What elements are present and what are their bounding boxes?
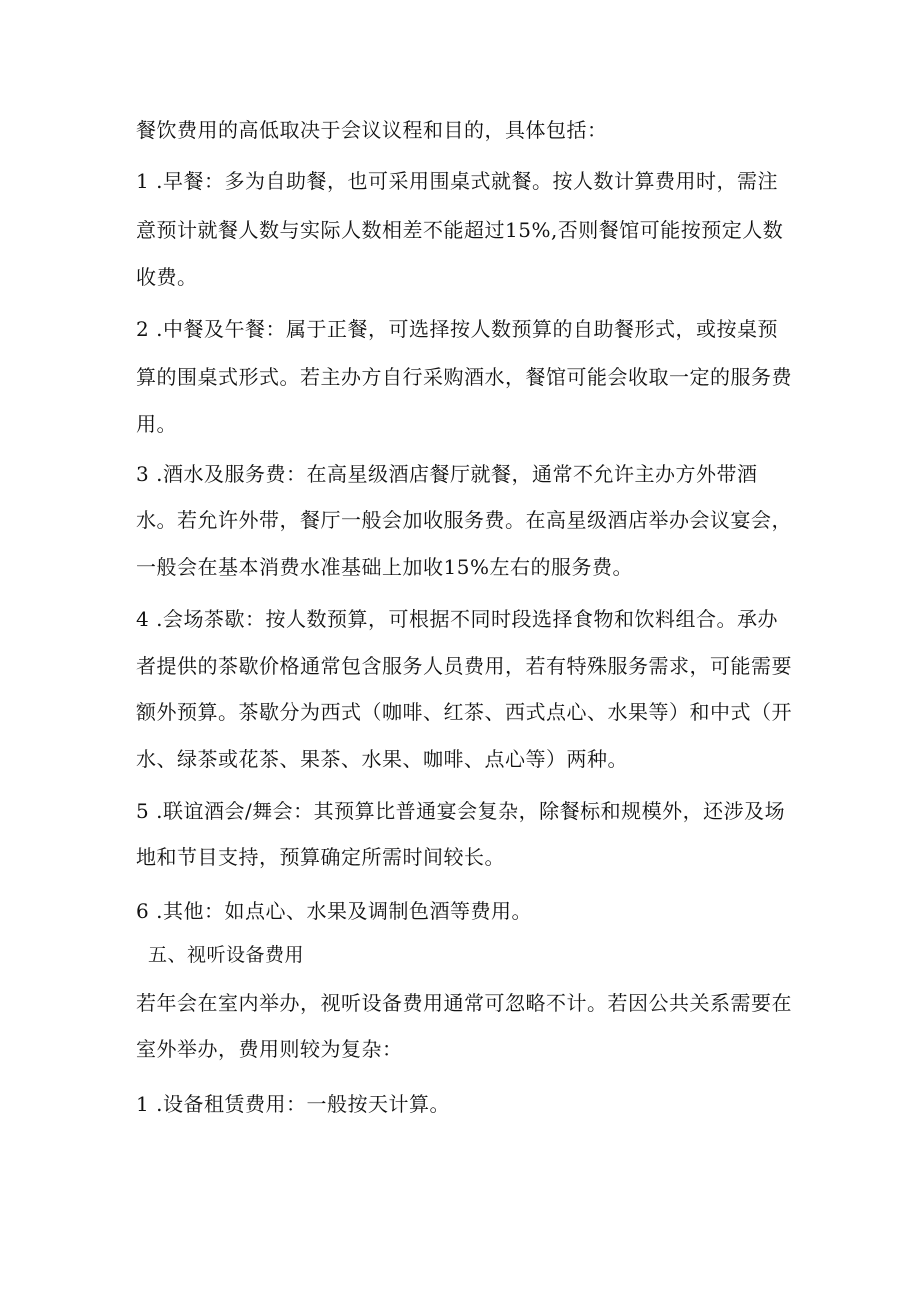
item-4-line-4: 水、绿茶或花茶、果茶、水果、咖啡、点心等）两种。 xyxy=(136,747,628,771)
section-heading-av-equipment: 五、视听设备费用 xyxy=(148,944,305,966)
item-4-line-3: 额外预算。茶歇分为西式（咖啡、红茶、西式点心、水果等）和中式（开 xyxy=(136,700,792,724)
item-2-line-3: 用。 xyxy=(136,412,177,436)
paragraph-av-line-2: 室外举办，费用则较为复杂： xyxy=(136,1037,403,1061)
paragraph-intro: 餐饮费用的高低取决于会议议程和目的，具体包括： xyxy=(136,118,608,142)
item-2-line-1: 2 .中餐及午餐：属于正餐，可选择按人数预算的自助餐形式，或按桌预 xyxy=(136,317,778,341)
item-5-line-1: 5 .联谊酒会/舞会：其预算比普通宴会复杂，除餐标和规模外，还涉及场 xyxy=(136,799,786,823)
item-3-line-1: 3 .酒水及服务费：在高星级酒店餐厅就餐，通常不允许主办方外带酒 xyxy=(136,462,758,486)
av-item-1-line-1: 1 .设备租赁费用：一般按天计算。 xyxy=(136,1092,450,1116)
item-1-line-2: 意预计就餐人数与实际人数相差不能超过15%,否则餐馆可能按预定人数 xyxy=(136,218,784,242)
item-5-line-2: 地和节目支持，预算确定所需时间较长。 xyxy=(136,845,505,869)
item-3-line-3: 一般会在基本消费水准基础上加收15%左右的服务费。 xyxy=(136,555,633,579)
item-6-line-1: 6 .其他：如点心、水果及调制色酒等费用。 xyxy=(136,899,532,923)
item-4-line-1: 4 .会场茶歇：按人数预算，可根据不同时段选择食物和饮料组合。承办 xyxy=(136,607,778,631)
item-3-line-2: 水。若允许外带，餐厅一般会加收服务费。在高星级酒店举办会议宴会， xyxy=(136,508,792,532)
item-2-line-2: 算的围桌式形式。若主办方自行采购酒水，餐馆可能会收取一定的服务费 xyxy=(136,365,792,389)
item-4-line-2: 者提供的茶歇价格通常包含服务人员费用，若有特殊服务需求，可能需要 xyxy=(136,654,792,678)
paragraph-av-line-1: 若年会在室内举办，视听设备费用通常可忽略不计。若因公共关系需要在 xyxy=(136,991,792,1015)
item-1-line-1: 1 .早餐：多为自助餐，也可采用围桌式就餐。按人数计算费用时，需注 xyxy=(136,169,778,193)
item-1-line-3: 收费。 xyxy=(136,265,198,289)
